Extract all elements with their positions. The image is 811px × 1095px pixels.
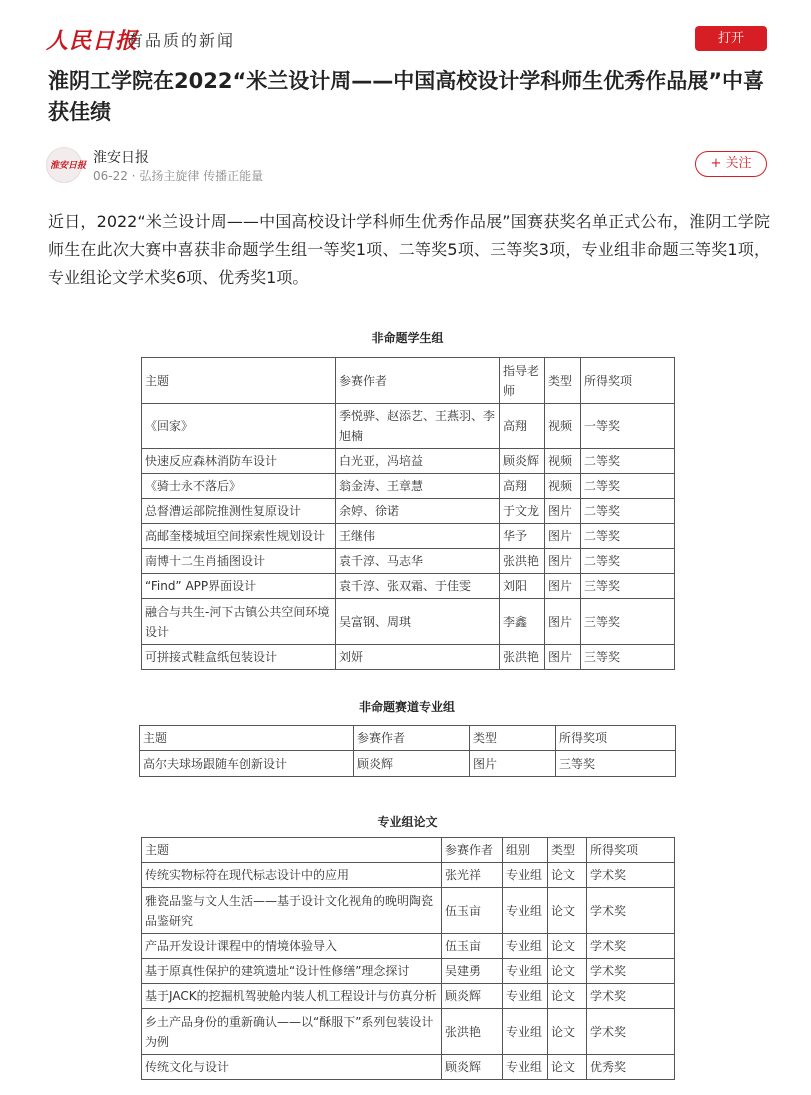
table-cell: 二等奖: [581, 474, 675, 499]
table-cell: 季悦骅、赵添艺、王燕羽、李旭楠: [336, 404, 500, 449]
table-cell: 图片: [470, 751, 556, 777]
table-header-cell: 所得奖项: [556, 726, 676, 751]
table-cell: 高翔: [500, 404, 545, 449]
follow-button[interactable]: + 关注: [695, 151, 767, 177]
table-cell: 专业组: [503, 1009, 548, 1055]
avatar-logo-text: 淮安日报: [50, 161, 87, 171]
table-row: [142, 499, 675, 524]
table-cell: 于文龙: [500, 499, 545, 524]
table-cell: 吴富钢、周琪: [336, 599, 500, 645]
table-cell: 南博十二生肖插图设计: [142, 549, 336, 574]
table-cell: 专业组: [503, 1055, 548, 1080]
table-cell: “Find” APP界面设计: [142, 574, 336, 599]
table-cell: 伍玉亩: [442, 934, 503, 959]
table-cell: 专业组: [503, 959, 548, 984]
table-cell: 专业组: [503, 863, 548, 888]
table-cell: 华予: [500, 524, 545, 549]
avatar[interactable]: [46, 147, 87, 183]
table-cell: 学术奖: [587, 959, 675, 984]
table-cell: 张洪艳: [500, 549, 545, 574]
table-caption-student: 非命题学生组: [371, 331, 444, 345]
table-header-cell: 所得奖项: [581, 358, 675, 404]
table-cell: 顾炎辉: [354, 751, 470, 777]
top-bar: [0, 0, 811, 60]
table-cell: 视频: [545, 449, 581, 474]
table-cell: 顾炎辉: [442, 984, 503, 1009]
table-cell: 余婷、徐诺: [336, 499, 500, 524]
table-cell: 王继伟: [336, 524, 500, 549]
table-header-row: [142, 838, 675, 863]
table-cell: 总督漕运部院推测性复原设计: [142, 499, 336, 524]
table-cell: 基于原真性保护的建筑遗址“设计性修缮”理念探讨: [142, 959, 442, 984]
table-caption-professional: 非命题赛道专业组: [358, 700, 455, 714]
table-caption-papers: 专业组论文: [377, 815, 438, 829]
table-cell: 视频: [545, 474, 581, 499]
table-header-row: [142, 358, 675, 404]
table-cell: 学术奖: [587, 863, 675, 888]
table-cell: 专业组: [503, 934, 548, 959]
table-row: [142, 599, 675, 645]
table-cell: 张洪艳: [442, 1009, 503, 1055]
table-row: [142, 934, 675, 959]
table-row: [142, 404, 675, 449]
table-cell: 二等奖: [581, 524, 675, 549]
table-cell: 专业组: [503, 984, 548, 1009]
table-cell: 雅瓷品鉴与文人生活——基于设计文化视角的晚明陶瓷品鉴研究: [142, 888, 442, 934]
table-cell: 刘妍: [336, 645, 500, 670]
table-row: [142, 888, 675, 934]
table-cell: 三等奖: [581, 599, 675, 645]
paper-award-table: [141, 837, 675, 1080]
table-row: [142, 984, 675, 1009]
table-cell: 论文: [548, 863, 587, 888]
table-row: [142, 1055, 675, 1080]
table-row: [142, 574, 675, 599]
table-header-cell: 类型: [548, 838, 587, 863]
table-cell: 论文: [548, 1009, 587, 1055]
table-cell: 三等奖: [581, 574, 675, 599]
open-app-button[interactable]: 打开: [695, 26, 767, 51]
people-daily-logo[interactable]: 人民日报: [46, 28, 139, 54]
student-award-table: [141, 357, 675, 670]
table-row: [142, 449, 675, 474]
table-cell: 伍玉亩: [442, 888, 503, 934]
table-cell: 专业组: [503, 888, 548, 934]
table-cell: 高尔夫球场跟随车创新设计: [140, 751, 354, 777]
table-cell: 三等奖: [581, 645, 675, 670]
article-meta: 06-22 · 弘扬主旋律 传播正能量: [93, 169, 264, 183]
table-cell: 图片: [545, 599, 581, 645]
table-cell: 融合与共生-河下古镇公共空间环境设计: [142, 599, 336, 645]
table-cell: 图片: [545, 549, 581, 574]
table-header-cell: 主题: [142, 838, 442, 863]
table-cell: 翁金涛、王章慧: [336, 474, 500, 499]
table-header-cell: 主题: [142, 358, 336, 404]
table-header-cell: 类型: [545, 358, 581, 404]
table-cell: 论文: [548, 984, 587, 1009]
table-cell: 二等奖: [581, 499, 675, 524]
table-cell: 图片: [545, 574, 581, 599]
table-cell: 顾炎辉: [500, 449, 545, 474]
table-header-cell: 参赛作者: [442, 838, 503, 863]
table-cell: 图片: [545, 524, 581, 549]
table-row: [142, 474, 675, 499]
table-cell: 顾炎辉: [442, 1055, 503, 1080]
table-cell: 视频: [545, 404, 581, 449]
table-row: [142, 645, 675, 670]
table-row: [142, 863, 675, 888]
table-header-cell: 参赛作者: [354, 726, 470, 751]
article-intro: 近日，2022“米兰设计周——中国高校设计学科师生优秀作品展”国赛获奖名单正式公布，淮阴工学院师生在此次大赛中喜获非命题学生组一等奖1项、二等奖5项、三等奖3项，专业组非命题三等奖1项，专业组论文学术奖6项、优秀奖1项。: [48, 212, 770, 287]
table-cell: 乡土产品身份的重新确认——以“酥服下”系列包装设计为例: [142, 1009, 442, 1055]
table-header-cell: 所得奖项: [587, 838, 675, 863]
author-name[interactable]: 淮安日报: [93, 150, 149, 166]
table-cell: 《回家》: [142, 404, 336, 449]
table-row: [142, 524, 675, 549]
table-cell: 高邮奎楼城垣空间探索性规划设计: [142, 524, 336, 549]
table-header-cell: 主题: [140, 726, 354, 751]
table-row: [142, 959, 675, 984]
table-cell: 一等奖: [581, 404, 675, 449]
table-cell: 《骑士永不落后》: [142, 474, 336, 499]
table-cell: 产品开发设计课程中的情境体验导入: [142, 934, 442, 959]
table-header-cell: 指导老师: [500, 358, 545, 404]
professional-award-table: [139, 725, 676, 777]
table-cell: 吴建勇: [442, 959, 503, 984]
table-cell: 传统文化与设计: [142, 1055, 442, 1080]
table-row: [142, 549, 675, 574]
table-cell: 白光亚，冯培益: [336, 449, 500, 474]
table-cell: 可拼接式鞋盒纸包装设计: [142, 645, 336, 670]
table-cell: 论文: [548, 934, 587, 959]
table-header-cell: 类型: [470, 726, 556, 751]
table-cell: 论文: [548, 959, 587, 984]
table-cell: 三等奖: [556, 751, 676, 777]
table-cell: 二等奖: [581, 449, 675, 474]
table-cell: 学术奖: [587, 1009, 675, 1055]
table-cell: 袁千淳、张双霜、于佳雯: [336, 574, 500, 599]
article-title: 淮阴工学院在2022“米兰设计周——中国高校设计学科师生优秀作品展”中喜获佳绩: [48, 69, 765, 124]
table-cell: 快速反应森林消防车设计: [142, 449, 336, 474]
table-cell: 刘阳: [500, 574, 545, 599]
table-cell: 论文: [548, 1055, 587, 1080]
table-header-cell: 组别: [503, 838, 548, 863]
table-cell: 学术奖: [587, 984, 675, 1009]
table-cell: 学术奖: [587, 934, 675, 959]
table-cell: 张光祥: [442, 863, 503, 888]
table-cell: 优秀奖: [587, 1055, 675, 1080]
table-cell: 图片: [545, 499, 581, 524]
table-cell: 论文: [548, 888, 587, 934]
table-cell: 李鑫: [500, 599, 545, 645]
table-cell: 袁千淳、马志华: [336, 549, 500, 574]
table-cell: 张洪艳: [500, 645, 545, 670]
table-cell: 传统实物标符在现代标志设计中的应用: [142, 863, 442, 888]
table-cell: 基于JACK的挖掘机驾驶舱内装人机工程设计与仿真分析: [142, 984, 442, 1009]
table-cell: 学术奖: [587, 888, 675, 934]
table-cell: 二等奖: [581, 549, 675, 574]
table-row: [142, 1009, 675, 1055]
table-row: [140, 751, 676, 777]
table-cell: 高翔: [500, 474, 545, 499]
table-header-row: [140, 726, 676, 751]
table-header-cell: 参赛作者: [336, 358, 500, 404]
table-cell: 图片: [545, 645, 581, 670]
slogan-text: 有品质的新闻: [127, 31, 236, 50]
